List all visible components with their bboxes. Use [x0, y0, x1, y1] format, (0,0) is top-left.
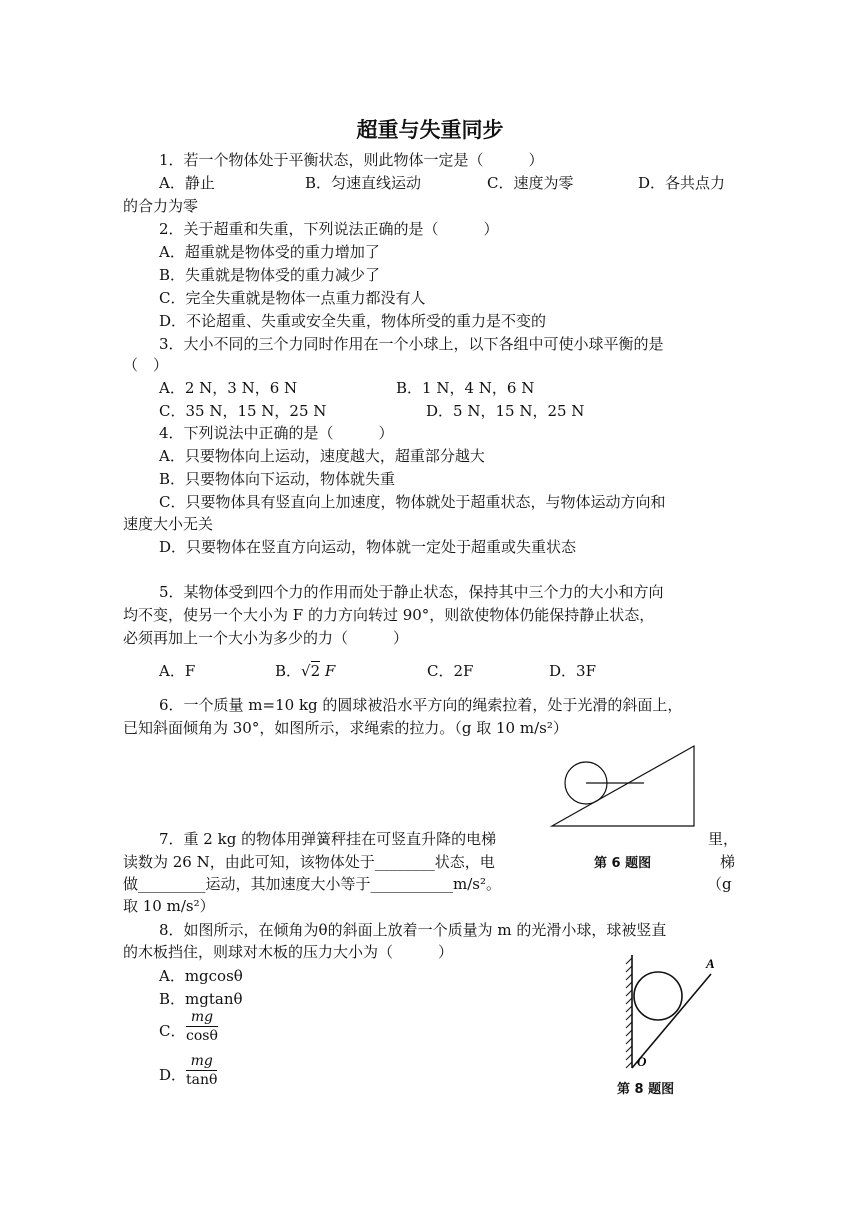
q7-line-4: 取 10 m/s²）	[123, 897, 215, 915]
q5-option-b-prefix: B．	[275, 662, 302, 680]
q4-option-c: C．只要物体具有竖直向上加速度，物体就处于超重状态，与物体运动方向和	[159, 493, 666, 511]
q5-option-b-suffix: F	[324, 662, 336, 680]
q3-option-d: D．5 N，15 N，25 N	[426, 402, 585, 420]
q8-figure-caption: 第 8 题图	[617, 1082, 675, 1097]
q6-incline-figure	[548, 740, 708, 832]
point-o-label: O	[637, 1054, 647, 1069]
q5-line-3: 必须再加上一个大小为多少的力（ ）	[123, 629, 409, 647]
q3-stem-cont: （ ）	[123, 356, 169, 374]
q2-option-d: D．不论超重、失重或安全失重，物体所受的重力是不变的	[159, 312, 547, 330]
q7-line-3-end: （g	[707, 875, 732, 893]
q8-option-a: A．mgcosθ	[159, 967, 243, 985]
q1-option-d: D．各共点力	[638, 174, 726, 192]
q8-option-c-denominator: cosθ	[186, 1028, 218, 1044]
point-a-label: A	[706, 956, 715, 971]
q4-option-a: A．只要物体向上运动，速度越大，超重部分越大	[159, 447, 485, 465]
q7-line-1-end: 里，	[708, 830, 739, 848]
q8-option-c-fraction	[186, 1008, 218, 1045]
q3-option-b: B．1 N，4 N，6 N	[396, 379, 535, 397]
q1-option-c: C．速度为零	[487, 174, 574, 192]
q8-option-c-label: C．	[159, 1022, 186, 1040]
page-title: 超重与失重同步	[356, 118, 504, 142]
q5-line-1: 5．某物体受到四个力的作用而处于静止状态，保持其中三个力的大小和方向	[159, 583, 664, 601]
wall-hatching	[626, 958, 632, 1068]
q8-wall-incline-figure	[616, 950, 726, 1075]
q1-option-d-cont: 的合力为零	[123, 197, 199, 215]
q1-stem: 1．若一个物体处于平衡状态，则此物体一定是（ ）	[159, 151, 544, 169]
q5-option-b-sqrt: 2	[310, 662, 321, 680]
q6-figure-caption: 第 6 题图	[594, 856, 652, 871]
q5-line-2: 均不变，使另一个大小为 F 的力方向转过 90°，则欲使物体仍能保持静止状态，	[123, 606, 655, 624]
q7-line-2-end: 梯	[720, 853, 736, 871]
q8-option-b: B．mgtanθ	[159, 990, 243, 1008]
q2-option-b: B．失重就是物体受的重力减少了	[159, 266, 381, 284]
q5-option-d: D．3F	[549, 662, 596, 680]
q4-option-d: D．只要物体在竖直方向运动，物体就一定处于超重或失重状态	[159, 538, 577, 556]
sqrt-icon: √	[301, 662, 311, 680]
q8-option-d-denominator: tanθ	[186, 1072, 218, 1088]
q2-stem: 2．关于超重和失重，下列说法正确的是（ ）	[159, 220, 499, 238]
q7-line-3: 做_________运动，其加速度大小等于___________m/s²。	[123, 875, 501, 893]
q5-option-c: C．2F	[427, 662, 474, 680]
incline-triangle	[552, 746, 694, 826]
q3-option-c: C．35 N，15 N，25 N	[159, 402, 327, 420]
q5-option-b	[275, 661, 335, 681]
q4-option-b: B．只要物体向下运动，物体就失重	[159, 470, 396, 488]
q1-option-b: B．匀速直线运动	[305, 174, 422, 192]
q4-option-c-cont: 速度大小无关	[123, 515, 214, 533]
q6-line-2: 已知斜面倾角为 30°，如图所示，求绳索的拉力。（g 取 10 m/s²）	[123, 719, 568, 737]
q8-option-c-numerator: mg	[186, 1008, 218, 1027]
q7-line-1: 7．重 2 kg 的物体用弹簧秤挂在可竖直升降的电梯	[159, 830, 497, 848]
q7-line-2: 读数为 26 N，由此可知，该物体处于________状态，电	[123, 853, 495, 871]
q8-line-2: 的木板挡住，则球对木板的压力大小为（ ）	[123, 943, 454, 961]
q3-option-a: A．2 N，3 N，6 N	[159, 379, 298, 397]
q6-line-1: 6．一个质量 m=10 kg 的圆球被沿水平方向的绳索拉着，处于光滑的斜面上，	[159, 696, 683, 714]
smooth-ball	[634, 972, 682, 1020]
q8-option-d-numerator: mg	[186, 1052, 217, 1071]
q8-option-d-label: D．	[159, 1066, 187, 1084]
q2-option-c: C．完全失重就是物体一点重力都没有人	[159, 289, 426, 307]
q8-line-1: 8．如图所示，在倾角为θ的斜面上放着一个质量为 m 的光滑小球，球被竖直	[159, 921, 667, 939]
q4-stem: 4．下列说法中正确的是（ ）	[159, 424, 394, 442]
q1-option-a: A．静止	[159, 174, 215, 192]
q3-stem: 3．大小不同的三个力同时作用在一个小球上，以下各组中可使小球平衡的是	[159, 335, 664, 353]
q8-option-d-fraction	[186, 1052, 217, 1089]
q2-option-a: A．超重就是物体受的重力增加了	[159, 243, 380, 261]
q5-option-a: A．F	[159, 662, 196, 680]
